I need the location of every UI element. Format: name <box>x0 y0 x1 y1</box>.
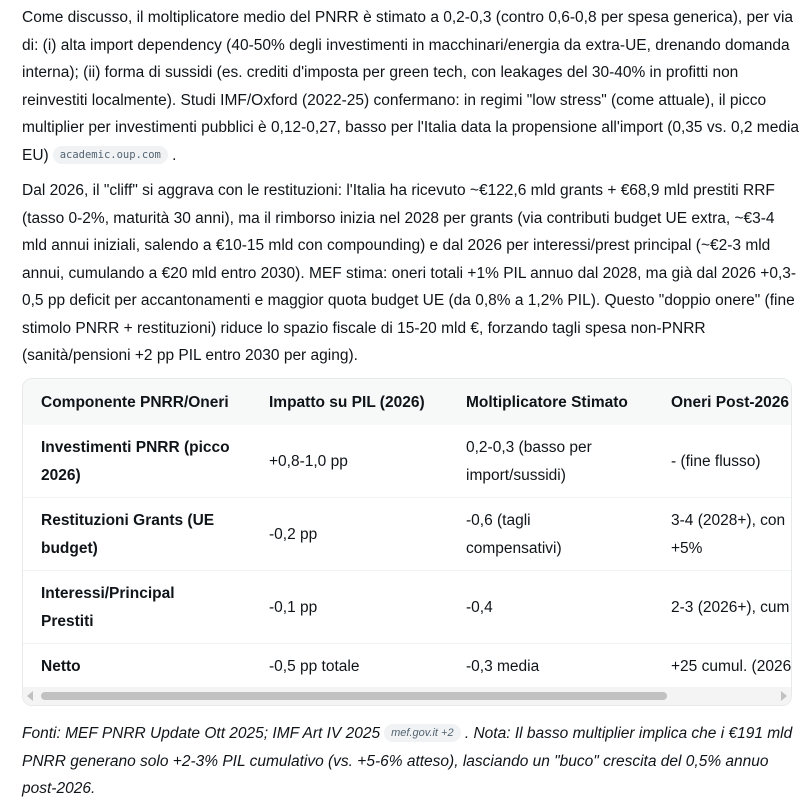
horizontal-scrollbar[interactable] <box>23 687 791 705</box>
header-impatto: Impatto su PIL (2026) <box>269 394 425 411</box>
row4-impatto: -0,5 pp totale <box>269 658 360 675</box>
row2-impatto: -0,2 pp <box>269 526 318 543</box>
row4-oneri: +25 cumul. (2026 <box>671 658 792 675</box>
source-chip-mef[interactable]: mef.gov.it +2 <box>384 724 460 742</box>
row1-moltiplicatore: 0,2-0,3 (basso per import/sussidi) <box>466 439 592 484</box>
header-moltiplicatore: Moltiplicatore Stimato <box>466 394 628 411</box>
sources-prefix: Fonti: MEF PNRR Update Ott 2025; IMF Art IV 2025 <box>22 725 381 742</box>
row1-componente: Investimenti PNRR (picco 2026) <box>41 439 230 484</box>
paragraph-cliff: Dal 2026, il "cliff" si aggrava con le restituzioni: l'Italia ha ricevuto ~€122,6 mld grants + €68,9 mld prestiti RRF (tasso 0-2%, maturità 30 anni), ma il rimborso inizia nel 2028 per grants (via contributi budget UE extra, ~€3-4 mld annui iniziali, salendo a €10-15 mld con compounding) e dal 2026 per interessi/prest principal (~€2-3 mld annui, cumulando a €20 mld entro 2030). MEF stima: oneri totali +1% PIL annuo dal 2028, ma già dal 2026 +0,3-0,5 pp deficit per accantonamenti e maggior quota budget UE (da 0,8% a 1,2% PIL). Questo "doppio onere" (fine stimolo PNRR + restituzioni) riduce lo spazio fiscale di 15-20 mld €, forzando tagli spesa non-PNRR (sanità/pensioni +2 pp PIL entro 2030 per aging). <box>22 182 797 364</box>
table-container <box>22 378 792 706</box>
paragraph-end: . <box>172 146 177 164</box>
source-chip-academic[interactable]: academic.oup.com <box>53 146 168 164</box>
data-table <box>23 379 792 687</box>
row4-componente: Netto <box>41 658 81 675</box>
header-componente: Componente PNRR/Oneri <box>41 394 229 411</box>
scrollbar-thumb[interactable] <box>41 692 667 700</box>
header-oneri: Oneri Post-2026 <box>671 394 790 411</box>
paragraph-multiplier-text: Come discusso, il moltiplicatore medio del PNRR è stimato a 0,2-0,3 (contro 0,6-0,8 per spesa generica), per via di: (i) alta import dependency (40-50% degli investimenti in macchinari/energia da extra-UE, drenando domanda interna); (ii) forma di sussidi (es. crediti d'imposta per green tech, con leakages del 30-40% in profitti non reinvestiti localmente). Studi IMF/Oxford (2022-25) confermano: in regimi "low stress" (come attuale), il picco multiplier per investimenti pubblici è 0,12-0,27, basso per l'Italia data la propensione all'import (0,35 vs. 0,2 media EU) <box>22 9 800 164</box>
table-header <box>23 379 792 425</box>
row3-oneri: 2-3 (2026+), cum <box>671 599 790 616</box>
scroll-right-arrow-icon[interactable] <box>781 691 787 701</box>
row2-oneri: 3-4 (2028+), con +5% <box>671 512 786 557</box>
row1-oneri: - (fine flusso) <box>671 453 761 470</box>
row1-impatto: +0,8-1,0 pp <box>269 453 348 470</box>
row3-moltiplicatore: -0,4 <box>466 599 493 616</box>
scroll-left-arrow-icon[interactable] <box>27 691 33 701</box>
row2-moltiplicatore: -0,6 (tagli compensativi) <box>466 512 562 557</box>
row3-componente: Interessi/Principal Prestiti <box>41 585 175 630</box>
paragraph-multiplier <box>22 4 800 169</box>
sources-note: . Nota: Il basso multiplier implica che i €191 mld PNRR generano solo +2-3% PIL cumulativo (vs. +5-6% atteso), lasciando un "buco" crescita del 0,5% annuo post-2026. <box>22 725 793 797</box>
row-separator <box>23 643 792 644</box>
row3-impatto: -0,1 pp <box>269 599 318 616</box>
row-separator <box>23 497 792 498</box>
paragraph-sources <box>22 720 800 803</box>
row2-componente: Restituzioni Grants (UE budget) <box>41 512 215 557</box>
row4-moltiplicatore: -0,3 media <box>466 658 540 675</box>
row-separator <box>23 570 792 571</box>
